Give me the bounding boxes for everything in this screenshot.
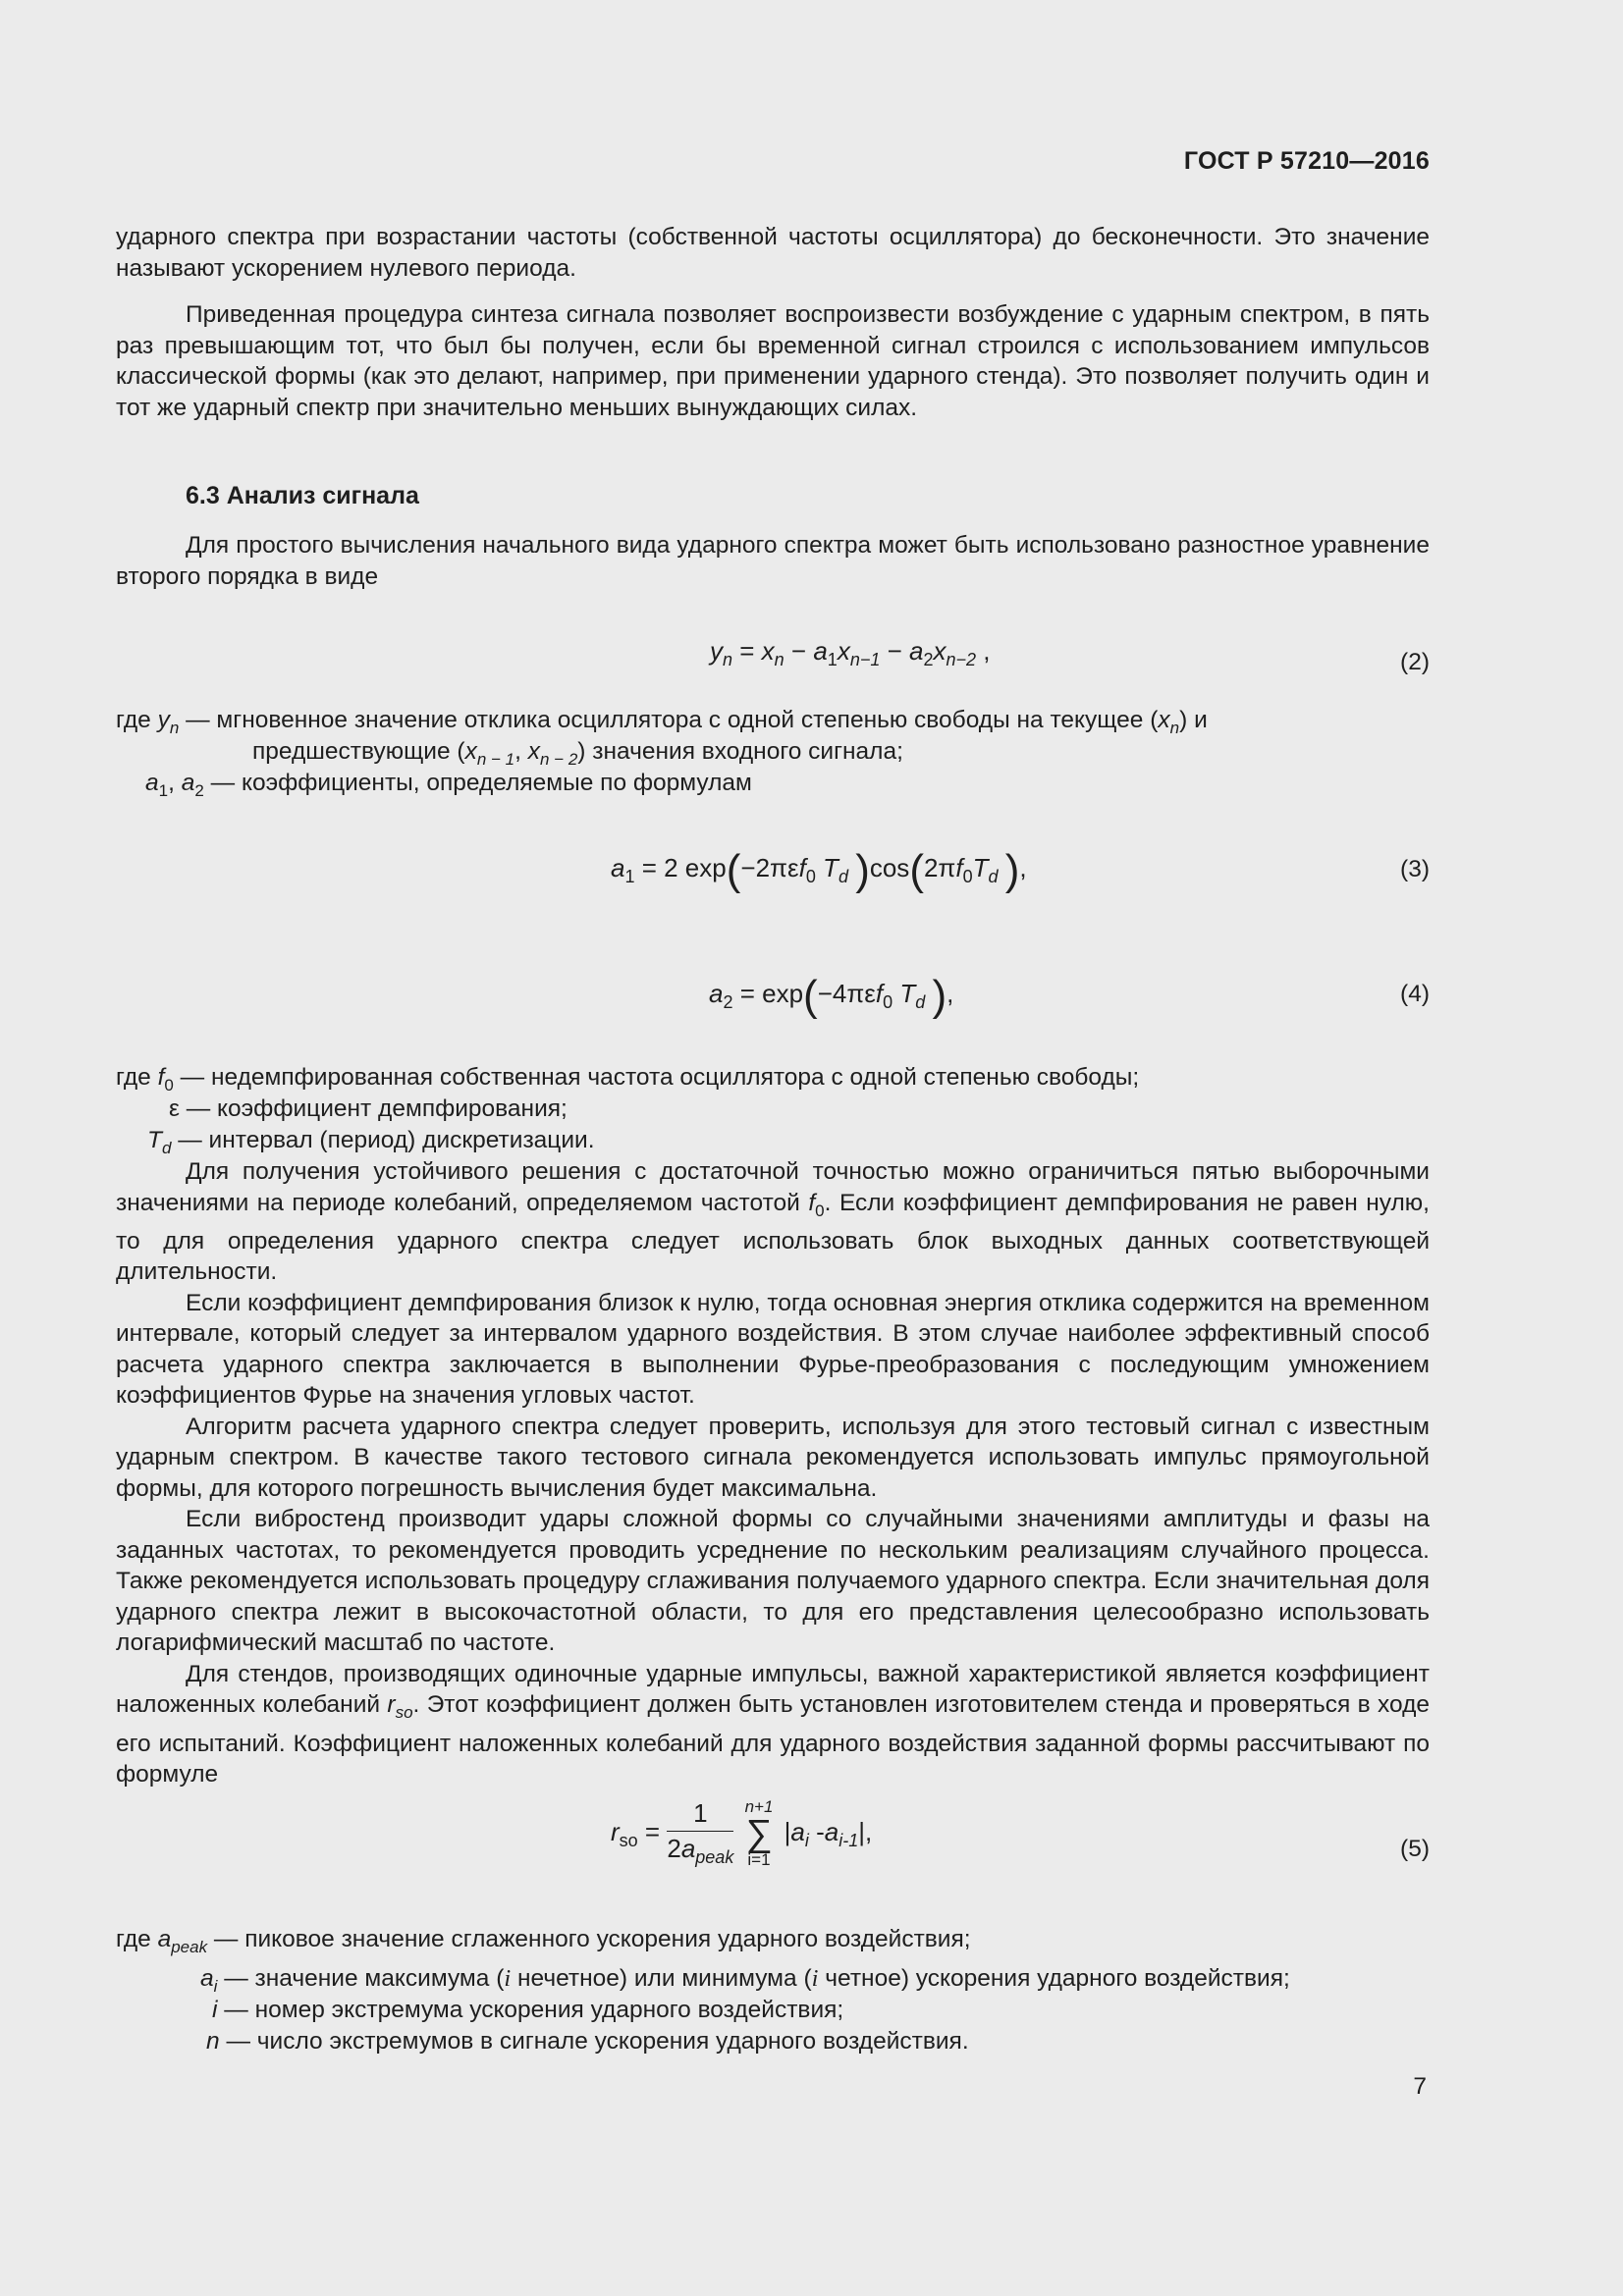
paragraph-text: Приведенная процедура синтеза сигнала позволяет воспроизвести возбуждение с ударным спектром, в пять раз превышающим тот, что был бы получен, если бы временной сигнал строился с использованием импульсов классической формы (как это делают, например, при применении ударного стенда). Это позволяет получить один и тот же ударный спектр при значительно меньших вынуждающих силах. — [116, 301, 1430, 421]
paragraph-text: ударного спектра при возрастании частоты (собственной частоты осциллятора) до бесконечности. Это значение называют ускорением нулевого периода. — [116, 224, 1430, 282]
where-eps — [169, 1094, 568, 1125]
page-number: 7 — [1413, 2073, 1427, 2100]
text-run: . Если коэффициент демпфирования не равен нулю, то для определения ударного спектра следует использовать блок выходных данных соответствующей длительности. — [116, 1189, 1430, 1286]
paragraph-text: Для получения устойчивого решения с достаточной точностью можно ограничиться пятью выборочными значениями на периоде колебаний, определяемом частотой $f_0$. Если коэффициент демпфирования не равен нулю, то для определения ударного спектра следует использовать блок выходных данных соответствующей длительности. — [116, 1158, 1430, 1286]
definition-text: — мгновенное значение отклика осциллятора с одной степенью свободы на текущее ( — [179, 707, 1159, 733]
definition-text: ) значения входного сигнала; — [577, 738, 903, 765]
equation-4: $a_2 = \exp(-4\pi\varepsilon f_0$ $T_d$ ), — [709, 972, 954, 1020]
definition-text: предшествующие ( — [252, 738, 465, 765]
paragraph-stability — [116, 1156, 1430, 1790]
definition-text: — интервал (период) дискретизации. — [171, 1127, 595, 1153]
definition-text: — коэффициенты, определяемые по формулам — [203, 770, 752, 796]
text-run: Для получения устойчивого решения с достаточной точностью можно ограничиться пятью выборочными значениями на периоде колебаний, определяемом частотой — [116, 1158, 1430, 1216]
paragraph-synthesis — [116, 299, 1430, 423]
where-n: n — число экстремумов в сигнале ускорения ударного воздействия. — [206, 2028, 969, 2055]
fraction: $\frac{1}{2a_{peak}}$ — [667, 1798, 734, 1868]
where-td: $T_d$ — интервал (период) дискретизации. — [147, 1127, 595, 1157]
paragraph-continuation — [116, 222, 1430, 284]
equation-2: $y_n = x_n - a_1x_{n-1} - a_2x_{n-2}$ , — [710, 636, 991, 670]
definition-text: — номер экстремума ускорения ударного воздействия; — [217, 1997, 844, 2023]
text-run: Для стендов, производящих одиночные ударные импульсы, важной характеристикой является коэффициент наложенных колебаний — [116, 1660, 1430, 1719]
where-yn-continued: предшествующие ($x_{n - 1}$, $x_{n - 2}$) значения входного сигнала; — [252, 738, 903, 769]
where-a-coeffs: $a_1$, $a_2$ — коэффициенты, определяемые по формулам — [145, 770, 752, 800]
equation-number: (5) — [1400, 1836, 1430, 1862]
where-word: где — [116, 1926, 151, 1952]
paragraph-text: Если вибростенд производит удары сложной формы со случайными значениями амплитуды и фазы на заданных частотах, то рекомендуется проводить усреднение по нескольким реализациям случайного процесса. Также рекомендуется использовать процедуру сглаживания получаемого ударного спектра. Если значительная доля ударного спектра лежит в высокочастотной области, то для его представления целесообразно использовать логарифмический масштаб по частоте. — [116, 1506, 1430, 1657]
definition-text: — недемпфированная собственная частота осциллятора с одной степенью свободы; — [173, 1064, 1140, 1091]
paragraph-difference-equation — [116, 530, 1430, 592]
definition-text: — значение максимума ( — [217, 1965, 505, 1992]
definition-text: — число экстремумов в сигнале ускорения ударного воздействия. — [219, 2028, 969, 2055]
definition-text: четное) ускорения ударного воздействия; — [818, 1965, 1290, 1992]
equation-number: (4) — [1400, 981, 1430, 1007]
definition-text: ) и — [1179, 707, 1208, 733]
equation-number: (2) — [1400, 649, 1430, 675]
where-word: где — [116, 1064, 151, 1091]
text-run: . Этот коэффициент должен быть установлен изготовителем стенда и проверяться в ходе его испытаний. Коэффициент наложенных колебаний для ударного воздействия заданной формы рассчитывают по формуле — [116, 1691, 1430, 1789]
definition-text: ε — коэффициент демпфирования; — [169, 1095, 568, 1122]
paragraph-text: Для простого вычисления начального вида ударного спектра может быть использовано разностное уравнение второго порядка в виде — [116, 532, 1430, 590]
where-apeak: где $a_{peak}$ — пиковое значение сглаженного ускорения ударного воздействия; — [116, 1926, 971, 1956]
section-heading: 6.3 Анализ сигнала — [186, 482, 419, 509]
definition-text: — пиковое значение сглаженного ускорения ударного воздействия; — [207, 1926, 971, 1952]
equation-3: $a_1 = 2$ exp(−2πεf$_0$ $T_d$ )$\cos(2\pi f_0T_d$ ), — [611, 846, 1027, 894]
where-yn: где $y_n$ — мгновенное значение отклика осциллятора с одной степенью свободы на текущее $(x_n)$ и — [116, 707, 1208, 737]
equation-5: $r_{so}$ = $\frac{1}{2a_{peak}}$ n+1 ∑ i=1 $|a_i$ $-a_{i-1}|$, — [611, 1797, 873, 1869]
definition-text: нечетное) или минимума ( — [511, 1965, 812, 1992]
paragraph-text: Алгоритм расчета ударного спектра следует проверить, используя для этого тестовый сигнал с известным ударным спектром. В качестве такого тестового сигнала рекомендуется использовать импульс прямоугольной формы, для которого погрешность вычисления будет максимальна. — [116, 1413, 1430, 1502]
where-f0: где $f_0$ — недемпфированная собственная частота осциллятора с одной степенью свободы; — [116, 1064, 1140, 1095]
summation: n+1 ∑ i=1 — [744, 1797, 774, 1869]
where-word: где — [116, 707, 151, 733]
paragraph-text: Если коэффициент демпфирования близок к нулю, тогда основная энергия отклика содержится на временном интервале, который следует за интервалом ударного воздействия. В этом случае наиболее эффективный способ расчета ударного спектра заключается в выполнении Фурье-преобразования с последующим умножением коэффициентов Фурье на значения угловых частот. — [116, 1289, 1430, 1410]
where-ai: $a_i$ — значение максимума (i нечетное) или минимума (i четное) ускорения ударного воздействия; — [200, 1965, 1290, 1996]
paragraph-text: Для стендов, производящих одиночные ударные импульсы, важной характеристикой является коэффициент наложенных колебаний $r_{so}$. Этот коэффициент должен быть установлен изготовителем стенда и проверяться в ходе его испытаний. Коэффициент наложенных колебаний для ударного воздействия заданной формы рассчитывают по формуле — [116, 1660, 1430, 1789]
where-i: i — номер экстремума ускорения ударного воздействия; — [212, 1997, 844, 2023]
document-id: ГОСТ Р 57210—2016 — [1183, 147, 1430, 175]
equation-number: (3) — [1400, 856, 1430, 882]
